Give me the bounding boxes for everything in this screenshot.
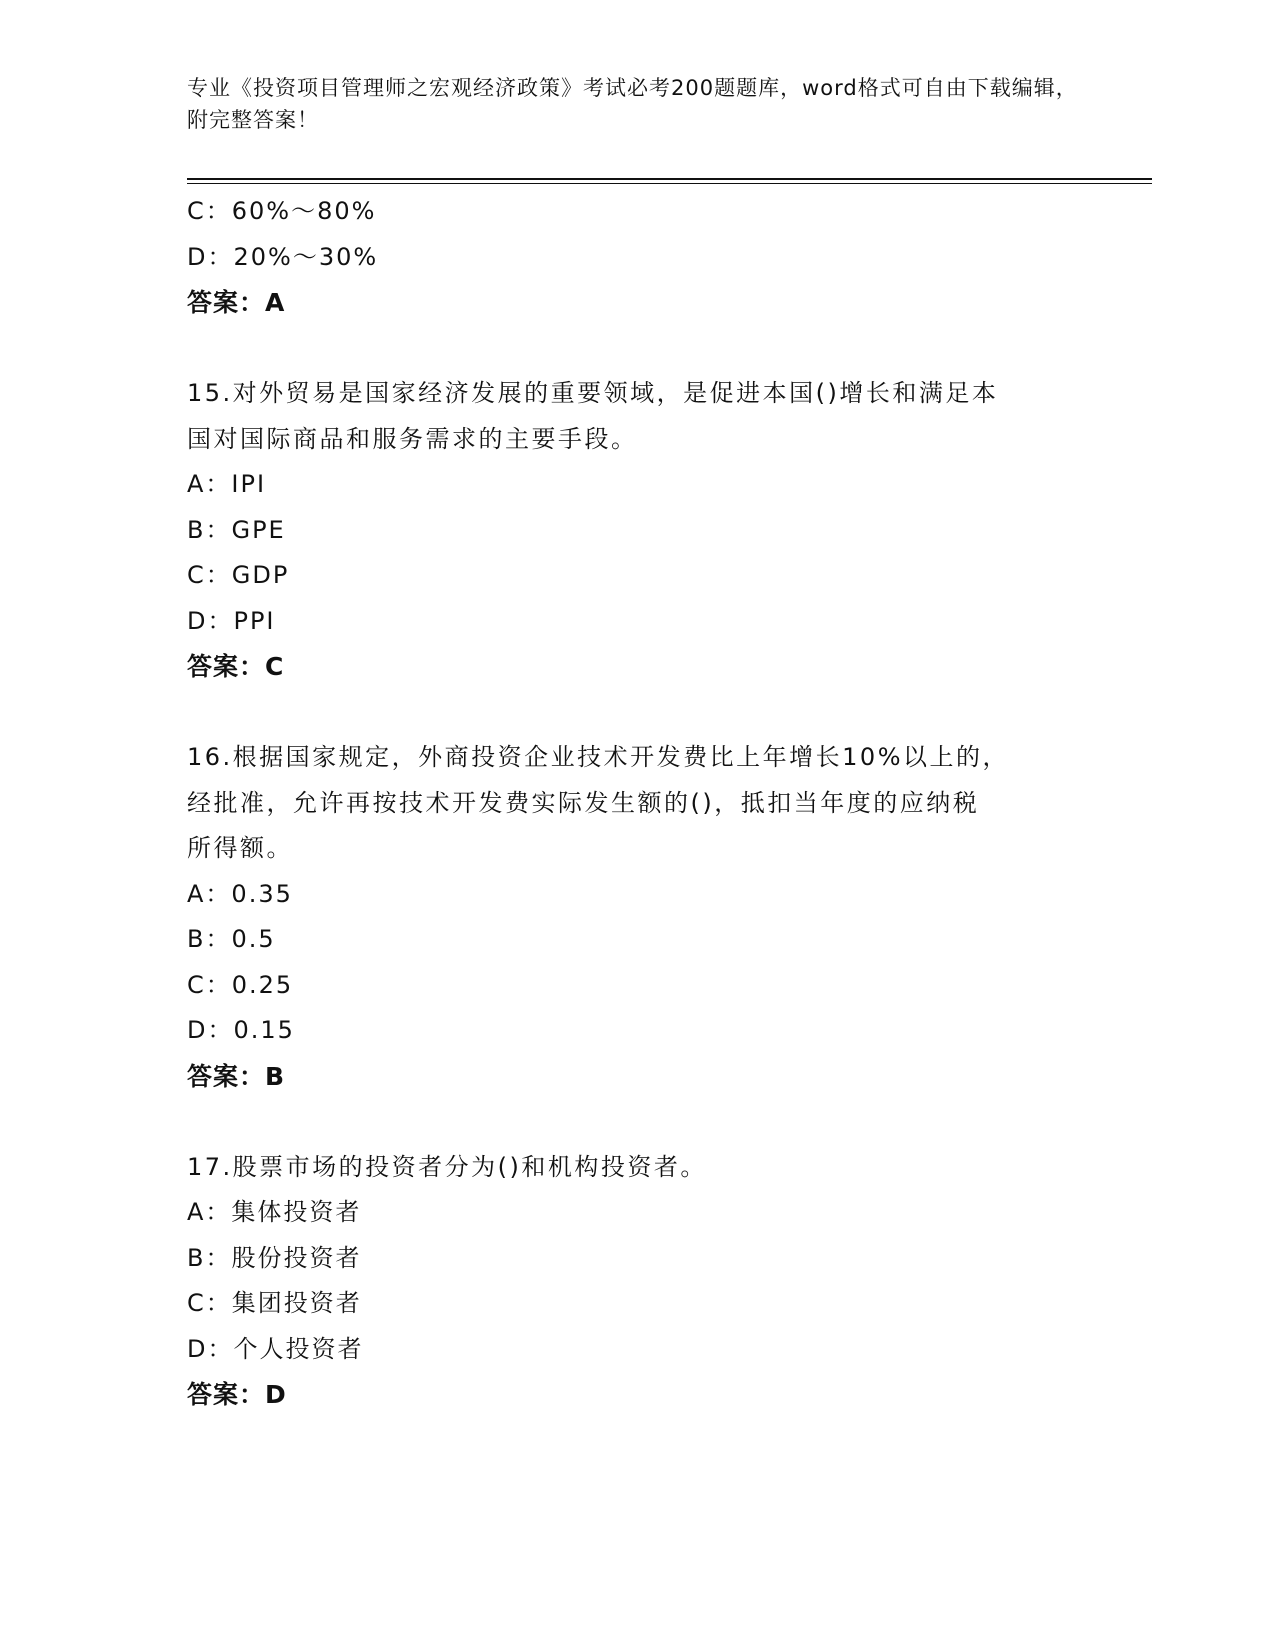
header-rule-thick: [187, 178, 1152, 180]
option-d: [187, 599, 1087, 645]
option-text: 股份投资者: [231, 1243, 362, 1272]
question-15: [187, 371, 1087, 690]
answer-line: [187, 1054, 1087, 1100]
option-letter: D：: [187, 242, 234, 271]
option-text: 0.35: [231, 879, 293, 908]
option-a: [187, 872, 1087, 918]
answer-value: B: [265, 1061, 286, 1091]
option-text: 60%～80%: [231, 197, 377, 225]
question-17: [187, 1145, 1087, 1418]
question-text-line: 经批准，允许再按技术开发费实际发生额的()，抵扣当年度的应纳税: [187, 788, 980, 817]
option-b: [187, 508, 1087, 554]
option-text: PPI: [233, 606, 276, 635]
option-text: 个人投资者: [233, 1334, 364, 1363]
option-text: 集团投资者: [231, 1289, 362, 1317]
option-a: [187, 462, 1087, 508]
header-rule-thin: [187, 183, 1152, 184]
option-letter: A：: [187, 470, 232, 498]
answer-value: D: [265, 1380, 287, 1409]
question-text-line: 所得额。: [187, 834, 293, 862]
spacer: [187, 690, 1087, 736]
question-text-line: 17.股票市场的投资者分为()和机构投资者。: [187, 1152, 707, 1181]
option-d: [187, 1327, 1087, 1373]
option-text: 0.15: [233, 1016, 295, 1044]
answer-value: A: [265, 288, 286, 317]
option-text: GDP: [231, 561, 290, 589]
option-letter: D：: [187, 1334, 234, 1363]
option-a: [187, 1190, 1087, 1236]
answer-line: [187, 280, 1087, 326]
option-c: [187, 553, 1087, 599]
spacer: [187, 326, 1087, 372]
answer-label: 答案：: [187, 288, 266, 317]
option-d: [187, 235, 1087, 281]
answer-label: 答案：: [187, 1380, 266, 1409]
option-letter: A：: [187, 1198, 232, 1226]
option-text: 0.5: [231, 925, 276, 953]
option-d: [187, 1008, 1087, 1054]
option-letter: B：: [187, 1243, 232, 1272]
option-c: [187, 963, 1087, 1009]
question-16: [187, 735, 1087, 1099]
option-text: IPI: [231, 470, 267, 498]
option-letter: A：: [187, 879, 232, 908]
option-c: [187, 1281, 1087, 1327]
question-text-line: 国对国际商品和服务需求的主要手段。: [187, 424, 638, 453]
option-letter: C：: [187, 1289, 232, 1317]
option-letter: D：: [187, 606, 234, 635]
option-text: 集体投资者: [231, 1198, 362, 1226]
option-letter: B：: [187, 515, 232, 544]
option-letter: C：: [187, 970, 232, 999]
question-continued: [187, 189, 1087, 326]
spacer: [187, 1099, 1087, 1145]
answer-value: C: [265, 652, 285, 681]
answer-label: 答案：: [187, 652, 266, 681]
option-c: [187, 189, 1087, 235]
option-text: 20%～30%: [233, 242, 379, 271]
option-b: [187, 1236, 1087, 1282]
option-letter: D：: [187, 1016, 234, 1044]
question-list: [187, 189, 1087, 1418]
option-text: GPE: [231, 515, 286, 544]
question-text-line: 16.根据国家规定，外商投资企业技术开发费比上年增长10%以上的，: [187, 743, 1010, 771]
header-title: 专业《投资项目管理师之宏观经济政策》考试必考200题题库，word格式可自由下载编辑，附完整答案！: [187, 76, 1078, 132]
answer-line: [187, 1372, 1087, 1418]
option-letter: C：: [187, 197, 232, 225]
option-text: 0.25: [231, 970, 294, 999]
answer-label: 答案：: [187, 1061, 266, 1091]
option-letter: C：: [187, 561, 232, 589]
option-b: [187, 917, 1087, 963]
question-text-line: 15.对外贸易是国家经济发展的重要领域，是促进本国()增长和满足本: [187, 379, 999, 407]
answer-line: [187, 644, 1087, 690]
document-header: [187, 72, 1087, 136]
option-letter: B：: [187, 925, 232, 953]
